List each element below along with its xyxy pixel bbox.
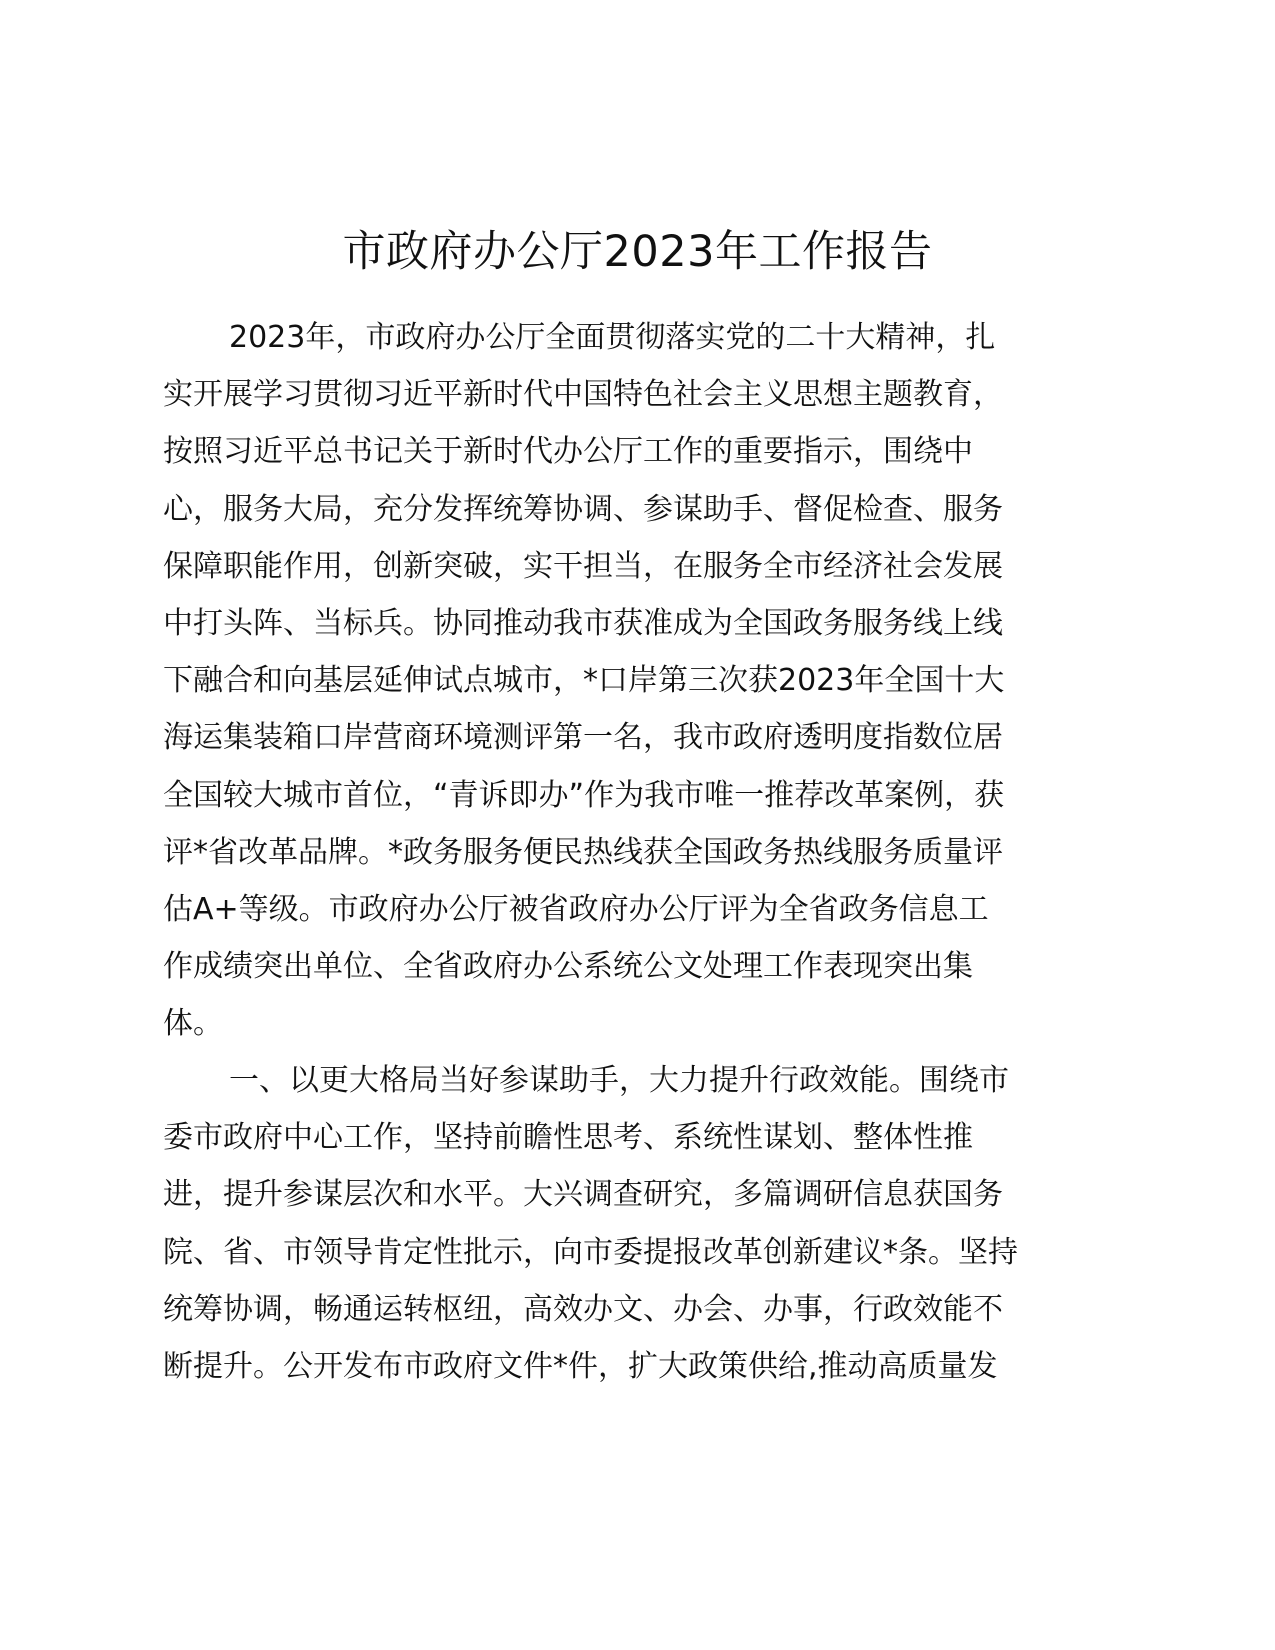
text-line: 按照习近平总书记关于新时代办公厅工作的重要指示，围绕中 <box>163 434 973 470</box>
text-line: 作成绩突出单位、全省政府办公系统公文处理工作表现突出集 <box>163 949 973 985</box>
text-line: 评*省改革品牌。*政务服务便民热线获全国政务热线服务质量评 <box>163 834 1003 870</box>
text-line: 全国较大城市首位，“青诉即办”作为我市唯一推荐改革案例，获 <box>163 777 1005 813</box>
text-line: 一、以更大格局当好参谋助手，大力提升行政效能。围绕市 <box>229 1063 1009 1098</box>
text-line: 统筹协调，畅通运转枢纽，高效办文、办会、办事，行政效能不 <box>163 1291 1003 1327</box>
text-line: 体。 <box>163 1006 223 1042</box>
text-line: 心，服务大局，充分发挥统筹协调、参谋助手、督促检查、服务 <box>163 491 1003 527</box>
text-line: 实开展学习贯彻习近平新时代中国特色社会主义思想主题教育， <box>163 377 1003 413</box>
text-line: 中打头阵、当标兵。协同推动我市获准成为全国政务服务线上线 <box>163 605 1003 641</box>
text-line: 估A+等级。市政府办公厅被省政府办公厅评为全省政务信息工 <box>163 891 989 927</box>
text-line: 海运集装箱口岸营商环境测评第一名，我市政府透明度指数位居 <box>163 720 1003 756</box>
text-line: 下融合和向基层延伸试点城市，*口岸第三次获2023年全国十大 <box>163 663 1005 699</box>
text-line: 进，提升参谋层次和水平。大兴调查研究，多篇调研信息获国务 <box>163 1177 1003 1213</box>
paragraph-section-one <box>163 1052 1113 1395</box>
text-line: 委市政府中心工作，坚持前瞻性思考、系统性谋划、整体性推 <box>163 1120 973 1156</box>
text-line: 院、省、市领导肯定性批示，向市委提报改革创新建议*条。坚持 <box>163 1234 1018 1270</box>
document-title: 市政府办公厅2023年工作报告 <box>342 227 933 277</box>
paragraph-intro <box>163 309 1113 1052</box>
text-line: 保障职能作用，创新突破，实干担当，在服务全市经济社会发展 <box>163 548 1003 584</box>
text-line: 2023年，市政府办公厅全面贯彻落实党的二十大精神，扎 <box>229 320 996 355</box>
text-line: 断提升。公开发布市政府文件*件，扩大政策供给,推动高质量发 <box>163 1348 998 1384</box>
